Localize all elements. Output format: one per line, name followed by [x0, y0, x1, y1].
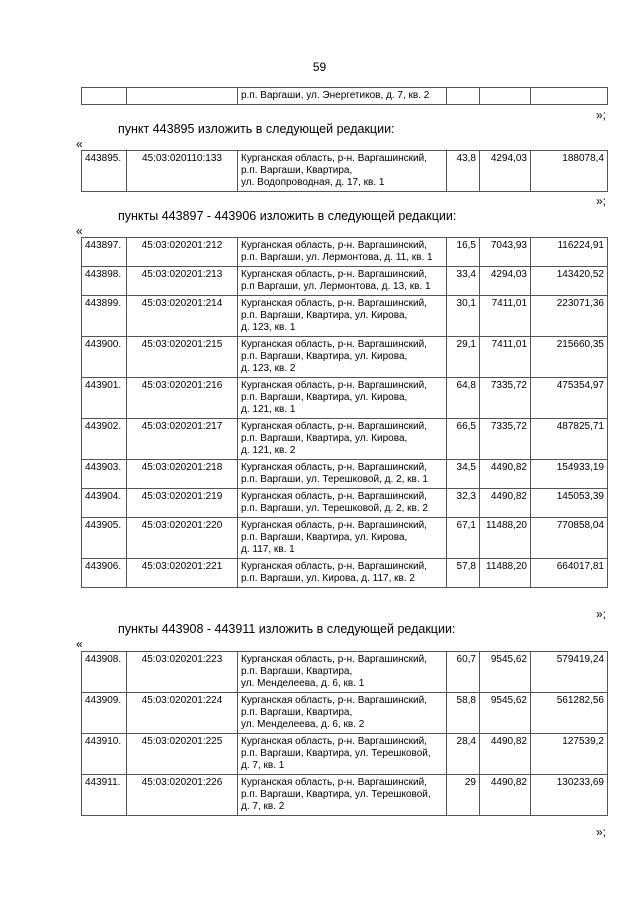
cell-rate: 4294,03 — [480, 151, 531, 192]
address-line: Курганская область, р-н. Варгашинский, — [241, 153, 427, 164]
cell-value: 215660,35 — [531, 337, 608, 378]
cell-cadastral: 45:03:020201:217 — [127, 419, 238, 460]
cell-num: 443901. — [82, 378, 127, 419]
cell-address — [238, 460, 447, 489]
cell-rate: 7411,01 — [480, 337, 531, 378]
cell-rate: 4294,03 — [480, 267, 531, 296]
cell-cadastral: 45:03:020201:218 — [127, 460, 238, 489]
opening-quote: « — [76, 137, 83, 151]
cell-area: 43,8 — [447, 151, 480, 192]
cell-value: 143420,52 — [531, 267, 608, 296]
cell-rate — [480, 88, 531, 105]
cell-rate: 11488,20 — [480, 518, 531, 559]
cell-area: 30,1 — [447, 296, 480, 337]
cell-rate: 4490,82 — [480, 489, 531, 518]
cell-address — [238, 337, 447, 378]
cell-value: 223071,36 — [531, 296, 608, 337]
cell-area: 66,5 — [447, 419, 480, 460]
address-line: Курганская область, р-н. Варгашинский, — [241, 777, 427, 788]
table-row — [82, 88, 608, 105]
cell-num: 443903. — [82, 460, 127, 489]
cell-num: 443899. — [82, 296, 127, 337]
table-row — [82, 238, 608, 267]
cell-area: 34,5 — [447, 460, 480, 489]
cell-num: 443906. — [82, 559, 127, 588]
address-line: р.п. Варгаши, ул. Терешковой, д. 2, кв. 2 — [241, 503, 428, 514]
cell-cadastral: 45:03:020201:225 — [127, 734, 238, 775]
address-line: Курганская область, р-н. Варгашинский, — [241, 491, 427, 502]
cell-rate: 7335,72 — [480, 419, 531, 460]
cell-rate: 7043,93 — [480, 238, 531, 267]
address-line: ул. Менделеева, д. 6, кв. 1 — [241, 678, 365, 689]
address-line: Курганская область, р-н. Варгашинский, — [241, 520, 427, 531]
cell-rate: 4490,82 — [480, 460, 531, 489]
section-heading: пункты 443908 - 443911 изложить в следующей редакции: — [118, 622, 456, 636]
cell-value: 664017,81 — [531, 559, 608, 588]
page-number: 59 — [312, 60, 327, 74]
address-line: р.п. Варгаши, ул. Терешковой, д. 2, кв. 1 — [241, 474, 428, 485]
cell-area: 58,8 — [447, 693, 480, 734]
address-line: д. 117, кв. 1 — [241, 544, 295, 555]
cell-cadastral: 45:03:020201:214 — [127, 296, 238, 337]
cell-address — [238, 296, 447, 337]
address-line: д. 7, кв. 2 — [241, 801, 285, 812]
continuation-table — [81, 87, 608, 105]
cell-num — [82, 88, 127, 105]
address-line: Курганская область, р-н. Варгашинский, — [241, 339, 427, 350]
section-table — [81, 150, 608, 192]
address-line: Курганская область, р-н. Варгашинский, — [241, 462, 427, 473]
cell-area: 60,7 — [447, 652, 480, 693]
table-row — [82, 419, 608, 460]
address-line: р.п. Варгаши, Квартира, ул. Кирова, — [241, 433, 408, 444]
table-row — [82, 460, 608, 489]
closing-quote: »; — [596, 108, 607, 122]
cell-value: 487825,71 — [531, 419, 608, 460]
table-row — [82, 693, 608, 734]
address-line: Курганская область, р-н. Варгашинский, — [241, 380, 427, 391]
cell-area: 67,1 — [447, 518, 480, 559]
address-line: р.п. Варгаши, Квартира, ул. Кирова, — [241, 310, 408, 321]
cell-rate: 11488,20 — [480, 559, 531, 588]
cell-num: 443895. — [82, 151, 127, 192]
cell-address — [238, 518, 447, 559]
cell-address — [238, 238, 447, 267]
address-line: р.п. Варгаши, Квартира, ул. Кирова, — [241, 392, 408, 403]
cell-cadastral: 45:03:020201:220 — [127, 518, 238, 559]
cell-cadastral — [127, 88, 238, 105]
cell-cadastral: 45:03:020201:219 — [127, 489, 238, 518]
address-line: р.п. Варгаши, Квартира, ул. Терешковой, — [241, 789, 431, 800]
cell-address — [238, 734, 447, 775]
table-row — [82, 296, 608, 337]
cell-address — [238, 775, 447, 816]
table-row — [82, 652, 608, 693]
table-row — [82, 775, 608, 816]
table-row — [82, 489, 608, 518]
cell-rate: 9545,62 — [480, 652, 531, 693]
address-line: д. 123, кв. 2 — [241, 363, 296, 374]
cell-num: 443902. — [82, 419, 127, 460]
cell-num: 443898. — [82, 267, 127, 296]
cell-num: 443908. — [82, 652, 127, 693]
cell-area: 64,8 — [447, 378, 480, 419]
table-row — [82, 559, 608, 588]
address-line: Курганская область, р-н. Варгашинский, — [241, 654, 427, 665]
address-line: р.п. Варгаши, ул. Кирова, д. 117, кв. 2 — [241, 573, 415, 584]
cell-num: 443904. — [82, 489, 127, 518]
cell-num: 443909. — [82, 693, 127, 734]
address-line: д. 123, кв. 1 — [241, 322, 296, 333]
section-table — [81, 651, 608, 816]
address-line: р.п. Варгаши, ул. Лермонтова, д. 11, кв. 1 — [241, 252, 433, 263]
table-row — [82, 734, 608, 775]
cell-cadastral: 45:03:020201:221 — [127, 559, 238, 588]
table-row — [82, 337, 608, 378]
cell-value: 188078,4 — [531, 151, 608, 192]
table-row — [82, 378, 608, 419]
table-row — [82, 518, 608, 559]
section-table — [81, 237, 608, 588]
address-line: р.п. Варгаши, Квартира, ул. Кирова, — [241, 532, 408, 543]
address-line: ул. Менделеева, д. 6, кв. 2 — [241, 719, 365, 730]
address-line: р.п. Варгаши, Квартира, — [241, 707, 353, 718]
address-line: Курганская область, р-н. Варгашинский, — [241, 736, 427, 747]
address-line: р.п. Варгаши, Квартира, ул. Кирова, — [241, 351, 408, 362]
cell-cadastral: 45:03:020201:226 — [127, 775, 238, 816]
cell-address — [238, 489, 447, 518]
cell-cadastral: 45:03:020110:133 — [127, 151, 238, 192]
closing-quote: »; — [596, 607, 607, 621]
cell-address — [238, 267, 447, 296]
section-heading: пункты 443897 - 443906 изложить в следующей редакции: — [118, 209, 457, 223]
address-line: р.п. Варгаши, Квартира, — [241, 666, 353, 677]
cell-value: 770858,04 — [531, 518, 608, 559]
cell-value: 579419,24 — [531, 652, 608, 693]
opening-quote: « — [76, 637, 83, 651]
cell-rate: 4490,82 — [480, 775, 531, 816]
cell-rate: 7411,01 — [480, 296, 531, 337]
cell-num: 443911. — [82, 775, 127, 816]
closing-quote: »; — [596, 825, 607, 839]
address-line: р.п Варгаши, ул. Лермонтова, д. 13, кв. 1 — [241, 281, 431, 292]
address-line: д. 121, кв. 2 — [241, 445, 296, 456]
address-line: д. 121, кв. 1 — [241, 404, 296, 415]
cell-value: 116224,91 — [531, 238, 608, 267]
address-line: р.п. Варгаши, Квартира, — [241, 165, 353, 176]
cell-rate: 4490,82 — [480, 734, 531, 775]
cell-area: 28,4 — [447, 734, 480, 775]
cell-value: 145053,39 — [531, 489, 608, 518]
address-line: ул. Водопроводная, д. 17, кв. 1 — [241, 177, 385, 188]
cell-num: 443897. — [82, 238, 127, 267]
address-line: д. 7, кв. 1 — [241, 760, 285, 771]
cell-address — [238, 151, 447, 192]
cell-area: 57,8 — [447, 559, 480, 588]
cell-area — [447, 88, 480, 105]
cell-address — [238, 652, 447, 693]
cell-area: 29 — [447, 775, 480, 816]
cell-address — [238, 419, 447, 460]
opening-quote: « — [76, 224, 83, 238]
cell-num: 443910. — [82, 734, 127, 775]
closing-quote: »; — [596, 194, 607, 208]
cell-cadastral: 45:03:020201:213 — [127, 267, 238, 296]
address-line: Курганская область, р-н. Варгашинский, — [241, 269, 427, 280]
cell-area: 33,4 — [447, 267, 480, 296]
address-line: Курганская область, р-н. Варгашинский, — [241, 695, 427, 706]
cell-value: 561282,56 — [531, 693, 608, 734]
address-line: Курганская область, р-н. Варгашинский, — [241, 561, 427, 572]
address-line: Курганская область, р-н. Варгашинский, — [241, 240, 427, 251]
cell-cadastral: 45:03:020201:223 — [127, 652, 238, 693]
cell-value — [531, 88, 608, 105]
cell-num: 443900. — [82, 337, 127, 378]
cell-value: 127539,2 — [531, 734, 608, 775]
cell-cadastral: 45:03:020201:216 — [127, 378, 238, 419]
section-heading: пункт 443895 изложить в следующей редакции: — [118, 122, 395, 136]
cell-address — [238, 559, 447, 588]
cell-address — [238, 378, 447, 419]
cell-rate: 9545,62 — [480, 693, 531, 734]
cell-area: 29,1 — [447, 337, 480, 378]
cell-cadastral: 45:03:020201:215 — [127, 337, 238, 378]
address-line: Курганская область, р-н. Варгашинский, — [241, 298, 427, 309]
cell-cadastral: 45:03:020201:212 — [127, 238, 238, 267]
cell-value: 130233,69 — [531, 775, 608, 816]
table-row — [82, 267, 608, 296]
cell-address — [238, 693, 447, 734]
cell-value: 154933,19 — [531, 460, 608, 489]
cell-rate: 7335,72 — [480, 378, 531, 419]
cell-address: р.п. Варгаши, ул. Энергетиков, д. 7, кв. 2 — [238, 88, 447, 105]
table-row — [82, 151, 608, 192]
address-line: р.п. Варгаши, Квартира, ул. Терешковой, — [241, 748, 431, 759]
cell-cadastral: 45:03:020201:224 — [127, 693, 238, 734]
cell-value: 475354,97 — [531, 378, 608, 419]
cell-area: 32,3 — [447, 489, 480, 518]
cell-area: 16,5 — [447, 238, 480, 267]
address-line: Курганская область, р-н. Варгашинский, — [241, 421, 427, 432]
cell-num: 443905. — [82, 518, 127, 559]
